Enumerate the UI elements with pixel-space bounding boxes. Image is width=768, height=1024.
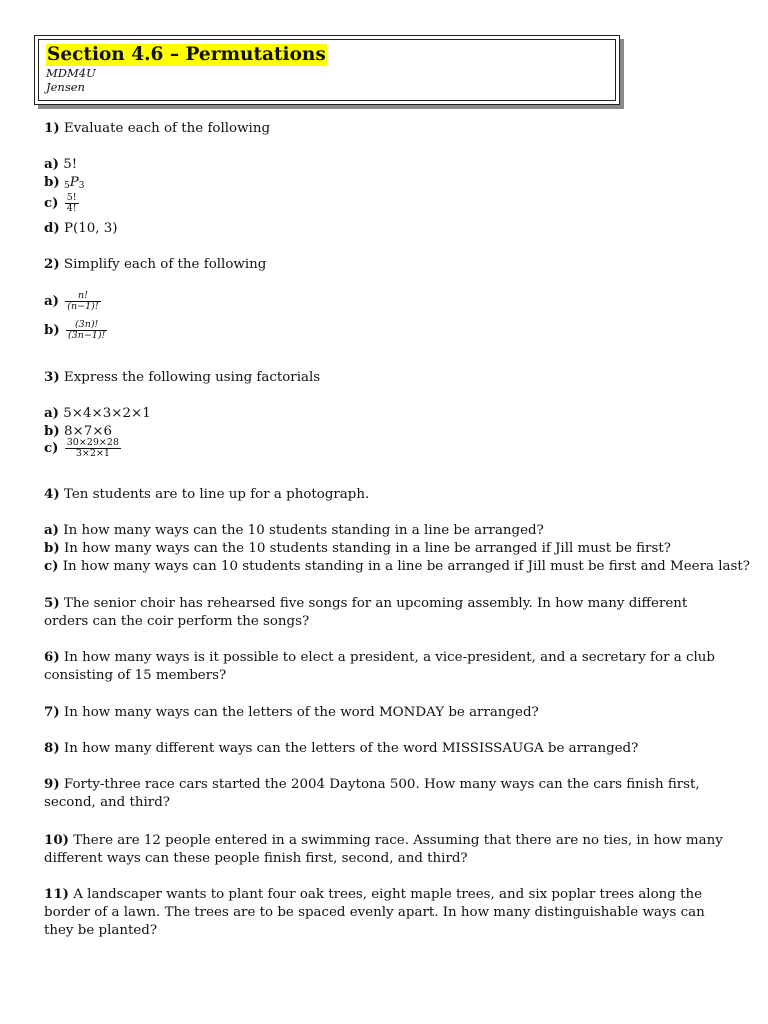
question-number: 6)	[44, 649, 60, 665]
question-number: 9)	[44, 776, 60, 792]
question-7	[44, 703, 734, 722]
question-1	[44, 119, 270, 138]
question-number: 1)	[44, 120, 60, 136]
numerator: 5!	[66, 192, 77, 203]
part-text: P(10, 3)	[63, 221, 118, 236]
question-9	[44, 775, 734, 812]
denominator: 4!	[66, 203, 77, 214]
part-label: a)	[44, 156, 60, 172]
course-code: MDM4U	[46, 66, 96, 80]
part-text: In how many ways can the 10 students standing in a line be arranged if Jill must be first?	[63, 541, 671, 556]
part-label: b)	[44, 423, 60, 439]
numerator: 30×29×28	[66, 437, 119, 448]
fraction	[65, 438, 121, 459]
question-text: A landscaper wants to plant four oak trees, eight maple trees, and six poplar trees along the border of a lawn. The trees are to be spaced evenly apart. In how many distinguishable ways can they be planted?	[44, 887, 705, 938]
part-label: c)	[44, 440, 59, 456]
numerator: n!	[77, 290, 88, 301]
numerator: (3n)!	[74, 319, 99, 330]
question-number: 10)	[44, 832, 69, 848]
denominator: (n−1)!	[67, 301, 99, 312]
q1-part-c	[44, 193, 79, 214]
question-text: In how many different ways can the letters of the word MISSISSAUGA be arranged?	[63, 741, 639, 756]
question-text: Forty-three race cars started the 2004 Daytona 500. How many ways can the cars finish first, second, and third?	[44, 777, 700, 810]
perm-r: 3	[78, 181, 85, 191]
question-2	[44, 255, 266, 274]
part-label: b)	[44, 174, 60, 190]
question-number: 7)	[44, 704, 60, 720]
fraction	[65, 291, 100, 312]
q4-part-a	[44, 521, 544, 540]
question-text: Evaluate each of the following	[63, 121, 271, 136]
question-text: Simplify each of the following	[63, 257, 267, 272]
question-number: 3)	[44, 369, 60, 385]
part-text: 8×7×6	[63, 424, 112, 439]
part-text: 5!	[63, 157, 78, 172]
part-text: In how many ways can 10 students standing in a line be arranged if Jill must be first and Meera last?	[62, 559, 750, 574]
q1-part-d	[44, 219, 118, 238]
question-text: In how many ways can the letters of the word MONDAY be arranged?	[63, 705, 539, 720]
perm-symbol: P	[69, 175, 79, 190]
question-text: Express the following using factorials	[63, 370, 321, 385]
q3-part-a	[44, 404, 151, 423]
question-11	[44, 885, 734, 940]
question-text: The senior choir has rehearsed five songs for an upcoming assembly. In how many different orders can the coir perform the songs?	[44, 596, 688, 629]
question-number: 11)	[44, 886, 69, 902]
part-label: d)	[44, 220, 60, 236]
part-label: a)	[44, 405, 60, 421]
part-label: b)	[44, 540, 60, 556]
question-number: 5)	[44, 595, 60, 611]
q2-part-b	[44, 320, 107, 341]
author-name: Jensen	[46, 80, 85, 94]
question-number: 8)	[44, 740, 60, 756]
question-text: In how many ways is it possible to elect a president, a vice-president, and a secretary for a club consisting of 15 members?	[44, 650, 715, 683]
fraction	[65, 193, 79, 214]
question-5	[44, 594, 734, 631]
question-text: There are 12 people entered in a swimming race. Assuming that there are no ties, in how many different ways can these people finish first, second, and third?	[44, 833, 723, 866]
header-inner	[38, 39, 616, 101]
q3-part-c	[44, 438, 121, 459]
part-text: In how many ways can the 10 students standing in a line be arranged?	[63, 523, 544, 538]
denominator: 3×2×1	[65, 448, 121, 459]
part-label: c)	[44, 195, 59, 211]
question-number: 4)	[44, 486, 60, 502]
page-title: Section 4.6 – Permutations	[47, 44, 326, 65]
fraction	[66, 320, 107, 341]
denominator: (3n−1)!	[67, 330, 106, 341]
part-label: c)	[44, 558, 59, 574]
q1-part-b	[44, 173, 84, 195]
q4-part-c	[44, 557, 750, 576]
part-label: a)	[44, 293, 60, 309]
part-text: 5×4×3×2×1	[63, 406, 151, 421]
part-label: a)	[44, 522, 60, 538]
question-number: 2)	[44, 256, 60, 272]
part-label: b)	[44, 322, 60, 338]
question-4	[44, 485, 369, 504]
q1-part-a	[44, 155, 77, 174]
question-10	[44, 831, 734, 868]
question-8	[44, 739, 734, 758]
question-text: Ten students are to line up for a photograph.	[63, 487, 370, 502]
header-box	[34, 35, 620, 105]
q4-part-b	[44, 539, 671, 558]
question-3	[44, 368, 320, 387]
perm-n: 5	[63, 181, 70, 191]
question-6	[44, 648, 734, 685]
q2-part-a	[44, 291, 101, 312]
